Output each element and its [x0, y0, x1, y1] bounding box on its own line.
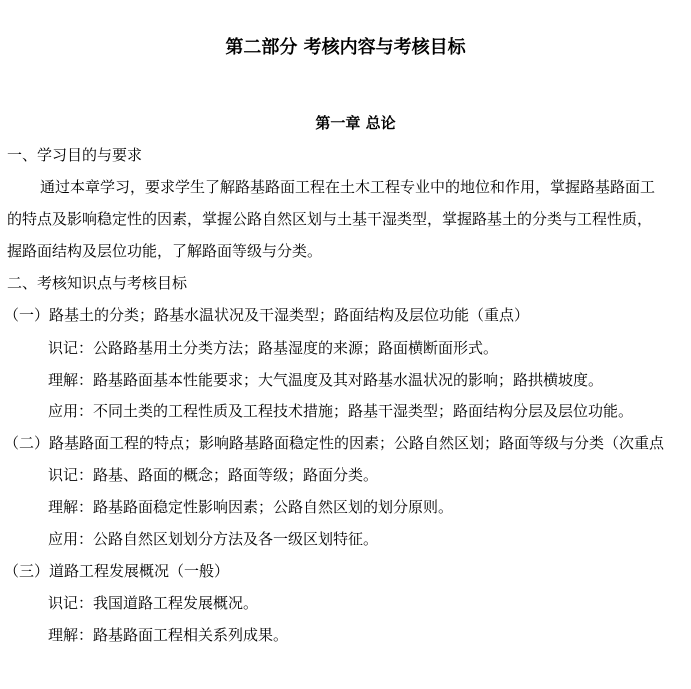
item2-understand: 理解：路基路面稳定性影响因素；公路自然区划的划分原则。: [48, 498, 454, 516]
item1-apply: 应用：不同土类的工程性质及工程技术措施；路基干湿类型；路面结构分层及层位功能。: [48, 402, 634, 420]
chapter-title: 第一章 总论: [315, 114, 396, 132]
item1-title: （一）路基土的分类；路基水温状况及干湿类型；路面结构及层位功能（重点）: [4, 306, 530, 324]
item3-understand: 理解：路基路面工程相关系列成果。: [48, 626, 289, 644]
section2-heading: 二、考核知识点与考核目标: [7, 274, 188, 292]
item1-memorize: 识记：公路路基用土分类方法；路基湿度的来源；路面横断面形式。: [48, 339, 499, 357]
item1-understand: 理解：路基路面基本性能要求；大气温度及其对路基水温状况的影响；路拱横坡度。: [48, 371, 604, 389]
item3-memorize: 识记：我国道路工程发展概况。: [48, 594, 259, 612]
item2-title: （二）路基路面工程的特点；影响路基路面稳定性的因素；公路自然区划；路面等级与分类（次重点: [4, 434, 665, 452]
item3-title: （三）道路工程发展概况（一般）: [4, 562, 230, 580]
section1-heading: 一、学习目的与要求: [7, 146, 143, 164]
section1-paragraph-line2: 的特点及影响稳定性的因素，掌握公路自然区划与土基干湿类型，掌握路基土的分类与工程性质，: [7, 210, 653, 228]
section1-paragraph-line3: 握路面结构及层位功能，了解路面等级与分类。: [7, 242, 323, 260]
item2-apply: 应用：公路自然区划划分方法及各一级区划特征。: [48, 530, 379, 548]
part-title: 第二部分 考核内容与考核目标: [225, 37, 466, 58]
item2-memorize: 识记：路基、路面的概念；路面等级；路面分类。: [48, 466, 379, 484]
section1-paragraph-line1: 通过本章学习，要求学生了解路基路面工程在土木工程专业中的地位和作用，掌握路基路面工: [40, 178, 656, 196]
